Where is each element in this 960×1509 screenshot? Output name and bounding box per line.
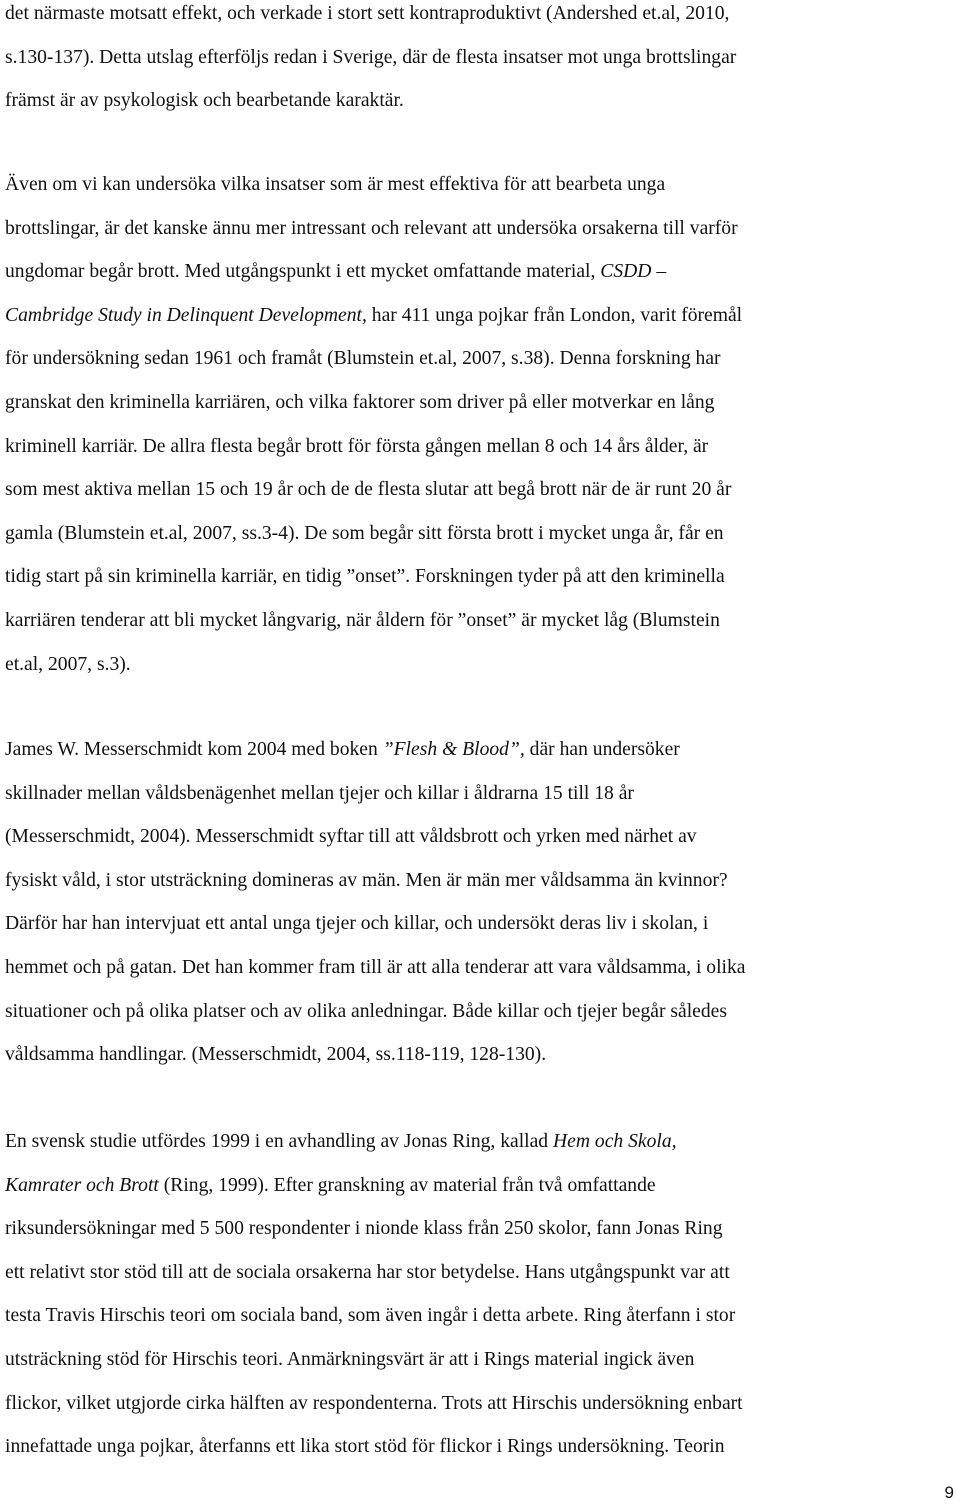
text-line: skillnader mellan våldsbenägenhet mellan tjejer och killar i åldrarna 15 till 18 år xyxy=(5,782,634,804)
text-line: et.al, 2007, s.3). xyxy=(5,653,131,675)
italic-run: Hem och Skola, xyxy=(553,1131,677,1152)
italic-run: Cambridge Study in Delinquent Development, xyxy=(5,304,367,326)
page-number: 9 xyxy=(944,1483,954,1502)
text-line: karriären tenderar att bli mycket långvarig, när åldern för ”onset” är mycket låg (Blumstein xyxy=(5,609,720,631)
text-line: utsträckning stöd för Hirschis teori. Anmärkningsvärt är att i Rings material ingick även xyxy=(5,1348,695,1370)
text-line-mixed xyxy=(5,294,742,338)
text-line: Därför har han intervjuat ett antal unga tjejer och killar, och undersökt deras liv i skolan, i xyxy=(5,913,709,935)
text-line: kriminell karriär. De allra flesta begår brott för första gången mellan 8 och 14 års ålder, är xyxy=(5,435,709,457)
text-line: ett relativt stor stöd till att de sociala orsakerna har stor betydelse. Hans utgångspunkt var att xyxy=(5,1261,730,1283)
text-line: flickor, vilket utgjorde cirka hälften av respondenterna. Trots att Hirschis undersökning enbart xyxy=(5,1392,743,1414)
text-line: situationer och på olika platser och av olika anledningar. Både killar och tjejer begår således xyxy=(5,1000,727,1022)
text-line: tidig start på sin kriminella karriär, en tidig ”onset”. Forskningen tyder på att den kriminella xyxy=(5,566,725,588)
italic-run: CSDD – xyxy=(600,261,667,283)
paragraph-4 xyxy=(5,1120,743,1469)
text-line: gamla (Blumstein et.al, 2007, ss.3-4). De som begår sitt första brott i mycket unga år, får en xyxy=(5,522,724,544)
text-line: det närmaste motsatt effekt, och verkade i stort sett kontraproduktivt (Andershed et.al, 2010, xyxy=(5,3,730,24)
text-line-mixed xyxy=(5,1120,743,1164)
text-line-mixed xyxy=(5,728,745,772)
italic-run: Kamrater och Brott xyxy=(5,1174,159,1196)
text-run: (Ring, 1999). Efter granskning av material från två omfattande xyxy=(158,1174,656,1196)
italic-run: ”Flesh & Blood”, xyxy=(382,739,525,760)
text-line: brottslingar, är det kanske ännu mer intressant och relevant att undersöka orsakerna till varför xyxy=(5,217,738,239)
paragraph-3 xyxy=(5,728,745,1077)
text-line-mixed xyxy=(5,250,742,294)
paragraph-1 xyxy=(5,0,736,123)
text-run: har 411 unga pojkar från London, varit föremål xyxy=(366,304,743,326)
text-line: främst är av psykologisk och bearbetande karaktär. xyxy=(5,90,404,112)
paragraph-2 xyxy=(5,163,742,686)
text-line: s.130-137). Detta utslag efterföljs redan i Sverige, där de flesta insatser mot unga brottslingar xyxy=(5,46,737,68)
text-line-mixed xyxy=(5,1164,743,1208)
text-line: riksundersökningar med 5 500 respondenter i nionde klass från 250 skolor, fann Jonas Ring xyxy=(5,1218,723,1240)
text-line: hemmet och på gatan. Det han kommer fram till är att alla tenderar att vara våldsamma, i olika xyxy=(5,956,746,978)
text-run: James W. Messerschmidt kom 2004 med boken xyxy=(5,739,383,760)
text-line: Även om vi kan undersöka vilka insatser som är mest effektiva för att bearbeta unga xyxy=(5,174,666,195)
text-run: där han undersöker xyxy=(524,739,680,760)
text-line: granskat den kriminella karriären, och vilka faktorer som driver på eller motverkar en lång xyxy=(5,391,715,413)
text-line: (Messerschmidt, 2004). Messerschmidt syftar till att våldsbrott och yrken med närhet av xyxy=(5,826,697,848)
text-line: som mest aktiva mellan 15 och 19 år och de de flesta slutar att begå brott när de är runt 20 år xyxy=(5,479,732,501)
text-run: ungdomar begår brott. Med utgångspunkt i ett mycket omfattande material, xyxy=(5,261,601,283)
text-line: innefattade unga pojkar, återfanns ett lika stort stöd för flickor i Rings undersökning. Teorin xyxy=(5,1436,725,1458)
text-line: för undersökning sedan 1961 och framåt (Blumstein et.al, 2007, s.38). Denna forskning har xyxy=(5,348,721,370)
text-line: våldsamma handlingar. (Messerschmidt, 2004, ss.118-119, 128-130). xyxy=(5,1044,547,1066)
text-run: En svensk studie utfördes 1999 i en avhandling av Jonas Ring, kallad xyxy=(5,1131,553,1152)
text-line: testa Travis Hirschis teori om sociala band, som även ingår i detta arbete. Ring återfann i stor xyxy=(5,1305,736,1327)
text-line: fysiskt våld, i stor utsträckning domineras av män. Men är män mer våldsamma än kvinnor? xyxy=(5,869,728,891)
